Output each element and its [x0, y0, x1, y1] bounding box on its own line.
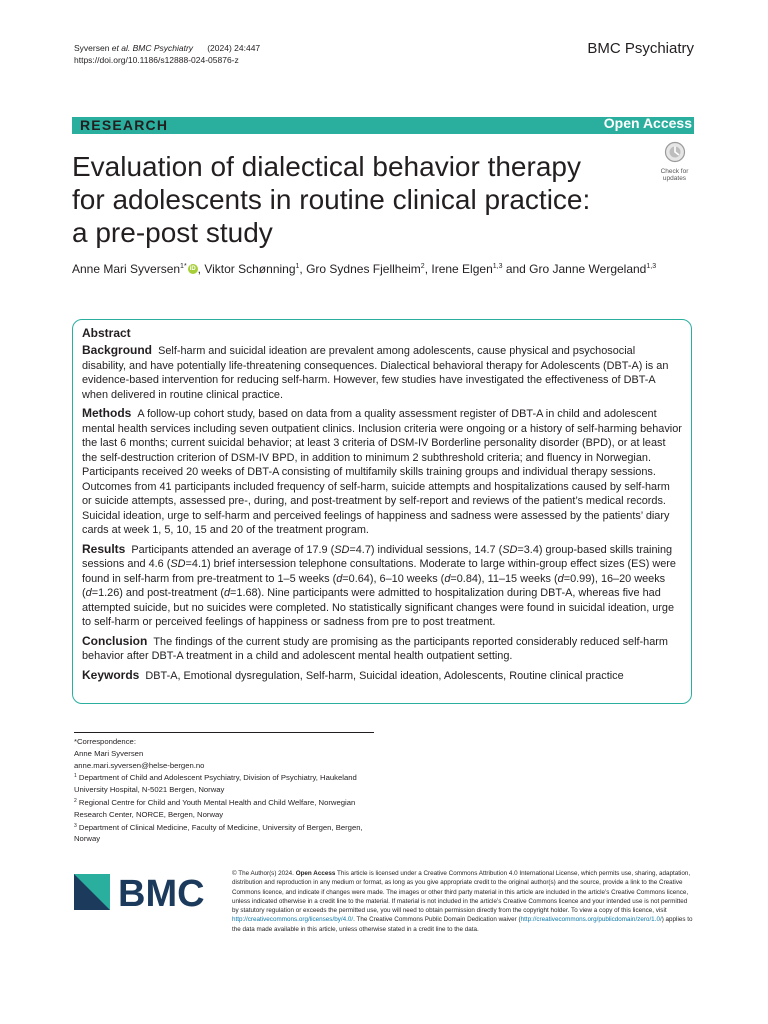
- author-name[interactable]: Anne Mari Syversen: [72, 262, 181, 276]
- author-list: Anne Mari Syversen$^{1*}$ iD , Viktor Schønning$^1$, Gro Sydnes Fjellheim$^2$, Irene Elgen$^{1,3}$ and Gro Janne Wergeland$^{1,3}$: [72, 262, 657, 276]
- section-label: RESEARCH: [80, 117, 169, 133]
- open-access-label: Open Access: [603, 115, 692, 131]
- affiliation-2: $^2$ Regional Centre for Child and Youth Mental Health and Child Welfare, Norwegian Research Center, NORCE, Bergen, Norway: [74, 797, 356, 819]
- citation-authors: Syversen: [74, 43, 112, 53]
- correspondence-email[interactable]: anne.mari.syversen@helse-bergen.no: [74, 760, 205, 770]
- check-for-updates-button[interactable]: [654, 141, 695, 181]
- citation-volume: (2024) 24:447: [207, 43, 261, 53]
- abstract-results: Results Participants attended an average of 17.9 (SD=4.7) individual sessions, 14.7 (SD=3.4) group-based skills training sessions and 4.6 (SD=4.1) brief intersession telephone consultations. Moderate to large within-group effect sizes (ES) were found in self-harm from pre-treatment to 1–5 weeks (d=0.64), 6–10 weeks (d=0.84), 11–15 weeks (d=0.99), 16–20 weeks (d=1.26) and post-treatment (d=1.68). Nine participants were admitted to hospitalization during DBT-A, whereas five had attempted suicide, but no suicides were completed. No statistically significant changes were found in suicidal ideation, urge to self-harm or perceived feelings of happiness or sadness from pre to post treatment.: [82, 541, 676, 628]
- citation: [74, 42, 260, 66]
- check-updates-line1: Check for: [660, 168, 689, 175]
- article-title: Evaluation of dialectical behavior therapy for adolescents in routine clinical practice: a pre-post study: [72, 151, 591, 248]
- license-text: © The Author(s) 2024. Open Access This article is licensed under a Creative Commons Attribution 4.0 International License, which permits use, sharing, adaptation, distribution and reproduction in any medium or format, as long as you give appropriate credit to the original author(s) and the source, provide a link to the Creative Commons licence, and indicate if changes were made. The images or other third party material in this article are included in the article’s Creative Commons licence, unless indicated otherwise in a credit line to the material. If material is not included in the article’s Creative Commons licence and your intended use is not permitted by statutory regulation or exceeds the permitted use, you will need to obtain permission directly from the copyright holder. To view a copy of this licence, visit http://creativecommons.org/licenses/by/4.0/. The Creative Commons Public Domain Dedication waiver (http://creativecommons.org/publicdomain/zero/1.0/) applies to the data made available in this article, unless otherwise stated in a credit line to the data.: [232, 870, 693, 933]
- abstract-keywords: Keywords DBT-A, Emotional dysregulation, Self-harm, Suicidal ideation, Adolescents, Routine clinical practice: [82, 667, 624, 682]
- bmc-logo-text: BMC: [118, 873, 205, 912]
- abstract-box: [72, 319, 692, 704]
- abstract-conclusion: Conclusion The findings of the current study are promising as the participants reported considerably reduced self-harm behavior after DBT-A treatment in a child and adolescent mental health outpatient setting.: [82, 633, 668, 662]
- author-name[interactable]: , Viktor Schønning: [197, 262, 296, 276]
- correspondence-name: Anne Mari Syversen: [74, 748, 144, 758]
- bmc-logo: [74, 872, 214, 917]
- check-updates-line2: updates: [662, 175, 687, 182]
- affiliation-3: $^3$ Department of Clinical Medicine, Faculty of Medicine, University of Bergen, Bergen, Norway: [74, 822, 363, 844]
- bmc-logo-mark: [74, 872, 214, 912]
- journal-name: BMC Psychiatry: [587, 40, 694, 57]
- abstract-methods: Methods A follow-up cohort study, based on data from a quality assessment register of DBT-A in child and adolescent mental health services including seven outpatient clinics. Inclusion criteria were ongoing or a history of self-harming behavior the last 6 months; current suicidal behavior; at least 3 criteria of DSM-IV Borderline personality disorder (BPD), or at least the self-destruction criterion of DSM-IV BPD, in addition to minimum 2 subthreshold criteria; and fluency in Norwegian. Participants received 20 weeks of DBT-A consisting of multifamily skills training groups and individual therapy sessions. Outcomes from 41 participants included frequency of self-harm, suicide attempts and hospitalizations caused by self-harm or suicide attempts, assessed pre-, during, and post-treatment by self-report and reviews of the patient’s medical records. Suicidal ideation, urge to self-harm and perceived feelings of happiness and sadness were assessed by the patients’ diary cards at week 1, 5, 10, 15 and 20 of the treatment program.: [82, 406, 682, 536]
- affiliation-1: $^1$ Department of Child and Adolescent Psychiatry, Division of Psychiatry, Haukeland University Hospital, N-5021 Bergen, Norway: [74, 773, 357, 795]
- crossmark-icon: [663, 141, 687, 163]
- abstract-heading: Abstract: [82, 326, 131, 340]
- correspondence-label: *Correspondence:: [74, 737, 136, 746]
- abstract-background: Background Self-harm and suicidal ideation are prevalent among adolescents, cause physical and psychosocial disability, and have potentially life-threatening consequences. Dialectical behavioral therapy for Adolescents (DBT-A) is an evidence-based intervention for reducing self-harm. However, few studies have investigated the effectiveness of DBT-A when delivered in routine clinical practice.: [82, 343, 669, 401]
- author-name[interactable]: , Gro Sydnes Fjellheim: [299, 262, 421, 276]
- public-domain-link[interactable]: http://creativecommons.org/publicdomain/zero/1.0/: [520, 916, 662, 924]
- author-name[interactable]: , Irene Elgen: [424, 262, 493, 276]
- footnote-divider: [74, 732, 374, 733]
- citation-journal: et al. BMC Psychiatry: [111, 43, 194, 53]
- author-name[interactable]: and Gro Janne Wergeland: [502, 262, 647, 276]
- doi-link[interactable]: https://doi.org/10.1186/s12888-024-05876-z: [74, 55, 239, 65]
- footnotes: [74, 736, 374, 845]
- orcid-icon[interactable]: iD: [189, 266, 196, 272]
- license-link[interactable]: http://creativecommons.org/licenses/by/4.0/: [232, 916, 354, 924]
